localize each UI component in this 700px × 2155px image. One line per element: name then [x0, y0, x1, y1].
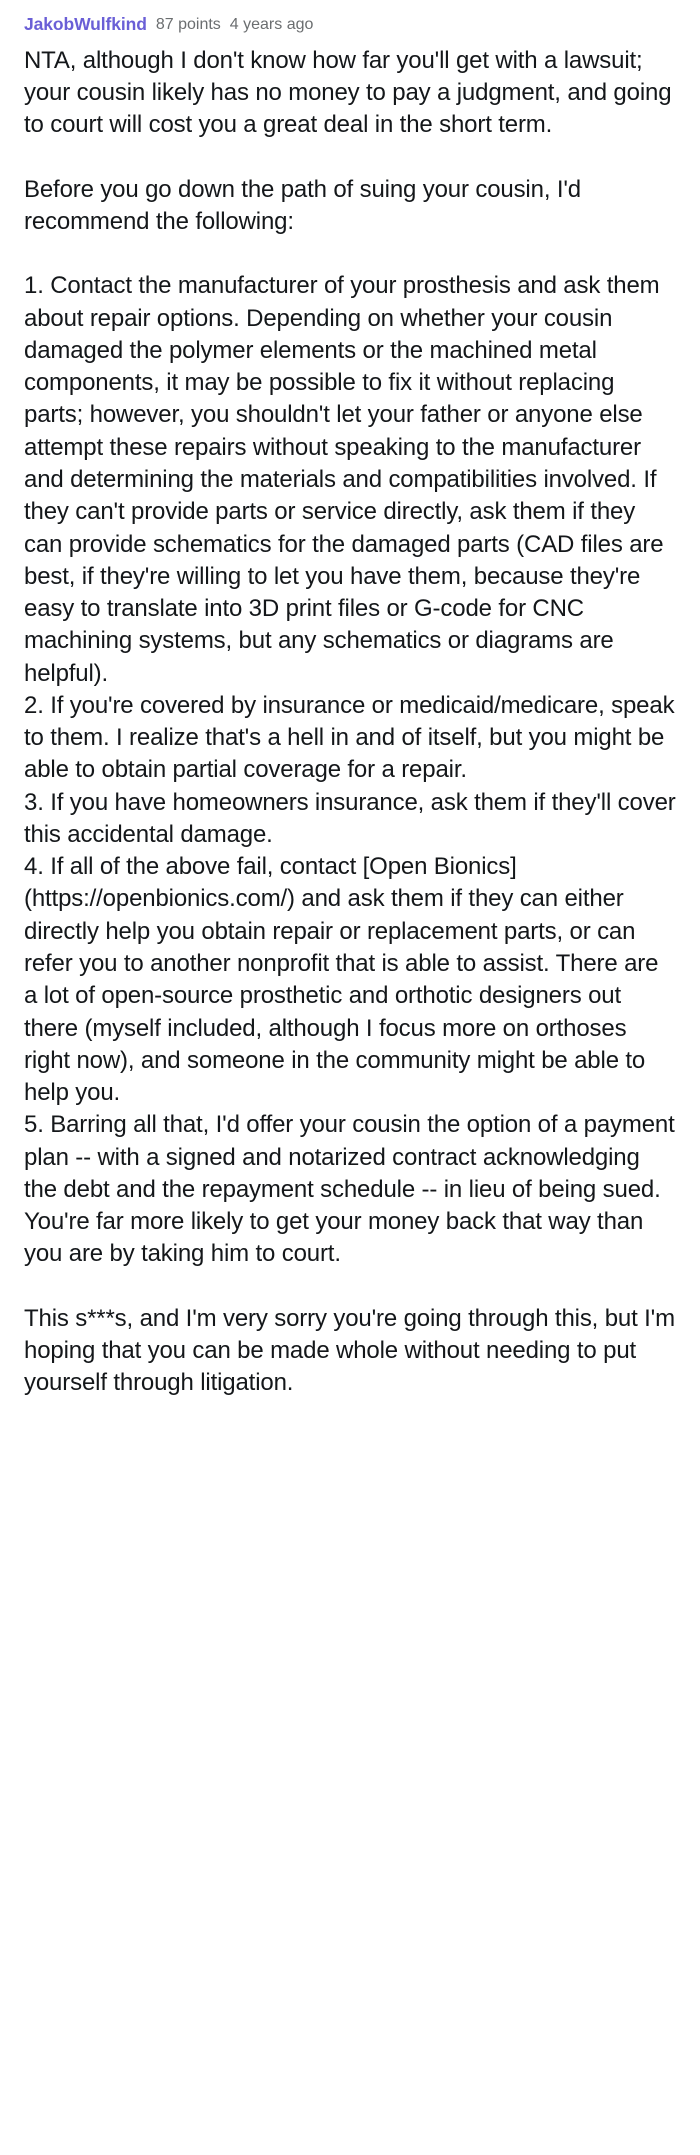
comment-paragraph: Before you go down the path of suing your cousin, I'd recommend the following: — [24, 175, 581, 235]
paragraph-spacer — [24, 238, 676, 270]
comment-timestamp: 4 years ago — [229, 15, 314, 33]
comment-paragraph: NTA, although I don't know how far you'll get with a lawsuit; your cousin likely has no money to pay a judgment, and going to court will cost you a great deal in the short term. — [24, 46, 672, 139]
comment-paragraph: 4. If all of the above fail, contact [Open Bionics](https://openbionics.com/) and ask them if they can either directly help you obtain repair or replacement parts, or can refer you to another nonprofit that is able to assist. There are a lot of open-source prosthetic and orthotic designers out there (myself included, although I focus more on orthoses right now), and someone in the community might be able to help you. — [24, 853, 659, 1107]
comment-paragraph: 3. If you have homeowners insurance, ask them if they'll cover this accidental damage. — [24, 788, 676, 848]
comment-paragraph: 5. Barring all that, I'd offer your cousin the option of a payment plan -- with a signed and notarized contract acknowledging the debt and the repayment schedule -- in lieu of being sued. You're far more likely to get your money back that way than you are by taking him to court. — [24, 1111, 675, 1268]
comment-paragraph: 1. Contact the manufacturer of your prosthesis and ask them about repair options. Depending on whether your cousin damaged the polymer elements or the machined metal components, it may be possible to fix it without replacing parts; however, you shouldn't let your father or anyone else attempt these repairs without speaking to the manufacturer and determining the materials and compatibilities involved. If they can't provide parts or service directly, ask them if they can provide schematics for the damaged parts (CAD files are best, if they're willing to let you have them, because they're easy to translate into 3D print files or G-code for CNC machining systems, but any schematics or diagrams are helpful). — [24, 272, 664, 687]
paragraph-spacer — [24, 141, 676, 173]
comment-paragraph: 2. If you're covered by insurance or medicaid/medicare, speak to them. I realize that's a hell in and of itself, but you might be able to obtain partial coverage for a repair. — [24, 691, 675, 784]
paragraph-spacer — [24, 1271, 676, 1303]
comment-header — [24, 16, 676, 34]
comment-author[interactable]: JakobWulfkind — [24, 14, 147, 34]
comment-body — [24, 45, 676, 1400]
comment-paragraph: This s***s, and I'm very sorry you're going through this, but I'm hoping that you can be made whole without needing to put yourself through litigation. — [24, 1304, 675, 1397]
comment-points: 87 points — [155, 15, 221, 33]
